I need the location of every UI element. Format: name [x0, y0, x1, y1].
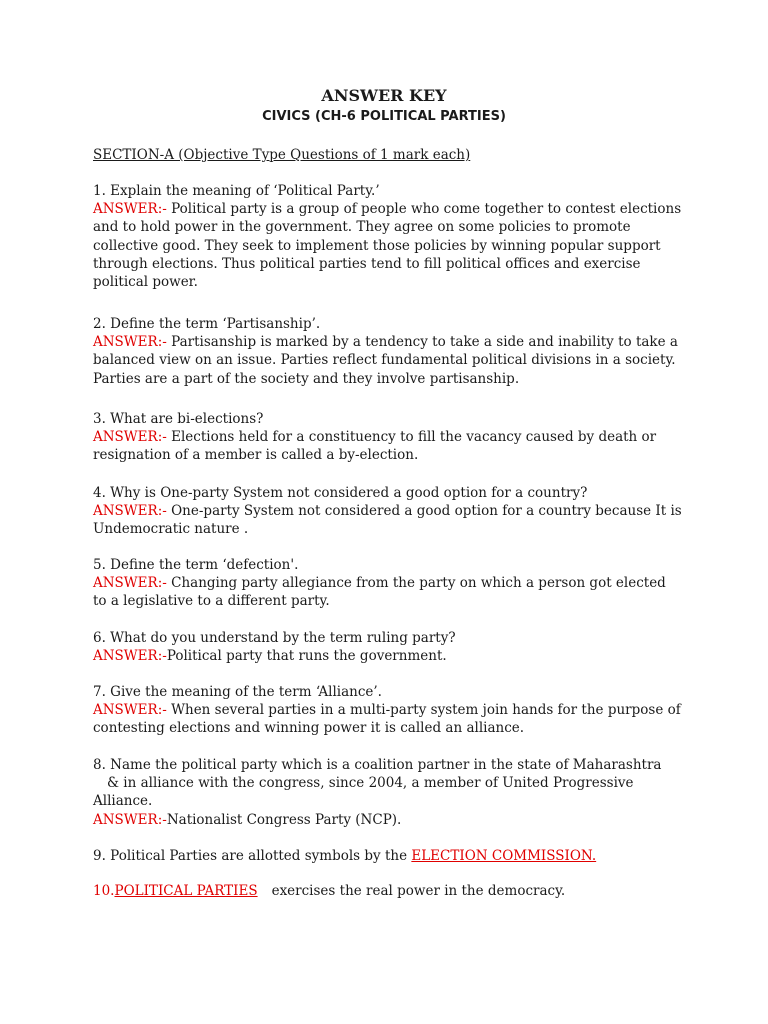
question-3	[93, 410, 683, 465]
question-5	[93, 556, 683, 611]
answer-label: ANSWER:-	[93, 575, 167, 592]
question-text: 2. Define the term ‘Partisanship’.	[93, 316, 321, 332]
answer-text	[93, 811, 683, 829]
answer-text	[93, 200, 683, 291]
question-9	[93, 847, 683, 865]
question-text: 8. Name the political party which is a coalition partner in the state of Maharashtra	[93, 757, 662, 773]
question-text: 4. Why is One-party System not considered a good option for a country?	[93, 485, 588, 501]
answer-text	[93, 502, 683, 538]
question-text: 9. Political Parties are allotted symbols by the	[93, 848, 412, 864]
answer-body: Political party that runs the government.	[166, 648, 447, 665]
answer-label: ANSWER:-	[93, 702, 167, 719]
fill-in-answer: ELECTION COMMISSION.	[411, 848, 597, 864]
answer-label: ANSWER:-	[93, 334, 167, 351]
answer-label: ANSWER:-	[93, 503, 167, 520]
question-text: exercises the real power in the democracy.	[271, 883, 566, 899]
question-1	[93, 182, 683, 291]
section-heading: SECTION-A (Objective Type Questions of 1 mark each)	[93, 147, 471, 163]
question-6	[93, 629, 683, 665]
answer-label: ANSWER:-	[93, 201, 167, 218]
answer-body: Elections held for a constituency to fill the vacancy caused by death or resignation of a member is called a by-election.	[93, 429, 657, 464]
answer-text	[93, 647, 683, 665]
answer-body: Changing party allegiance from the party on which a person got elected to a legislative to a different party.	[93, 575, 666, 610]
question-text: 5. Define the term ‘defection'.	[93, 557, 299, 573]
answer-label: ANSWER:-	[93, 648, 167, 665]
question-text: 3. What are bi-elections?	[93, 411, 264, 427]
question-10	[93, 883, 565, 899]
fill-in-answer: POLITICAL PARTIES	[114, 883, 258, 899]
question-text: 1. Explain the meaning of ‘Political Party.’	[93, 183, 380, 199]
question-7	[93, 683, 683, 738]
answer-text	[93, 428, 683, 464]
answer-body: One-party System not considered a good option for a country because It is Undemocratic nature .	[93, 503, 682, 538]
question-8	[93, 756, 683, 829]
question-4	[93, 484, 683, 539]
question-text: 7. Give the meaning of the term ‘Alliance’.	[93, 684, 382, 700]
page-title: ANSWER KEY	[321, 86, 447, 105]
answer-body: Political party is a group of people who come together to contest elections and to hold power in the government. They agree on some policies to promote collective good. They seek to implement those policies by winning popular support through elections. Thus political parties tend to fill political offices and exercise political power.	[93, 201, 682, 291]
page-subtitle: CIVICS (CH-6 POLITICAL PARTIES)	[262, 109, 506, 124]
question-text-continued: Alliance.	[93, 793, 153, 810]
answer-label: ANSWER:-	[93, 811, 167, 828]
question-text: 6. What do you understand by the term ruling party?	[93, 630, 456, 646]
answer-text	[93, 574, 683, 610]
question-number: 10.	[93, 883, 115, 899]
answer-text	[93, 333, 683, 388]
question-text-continued: & in alliance with the congress, since 2004, a member of United Progressive	[107, 775, 634, 792]
question-2	[93, 315, 683, 388]
answer-body: When several parties in a multi-party system join hands for the purpose of contesting elections and winning power it is called an alliance.	[93, 702, 681, 737]
answer-label: ANSWER:-	[93, 429, 167, 446]
answer-text	[93, 701, 683, 737]
answer-body: Nationalist Congress Party (NCP).	[166, 811, 402, 828]
answer-body: Partisanship is marked by a tendency to take a side and inability to take a balanced view on an issue. Parties reflect fundamental political divisions in a society. Parties are a part of the society and they involve partisanship.	[93, 334, 678, 387]
